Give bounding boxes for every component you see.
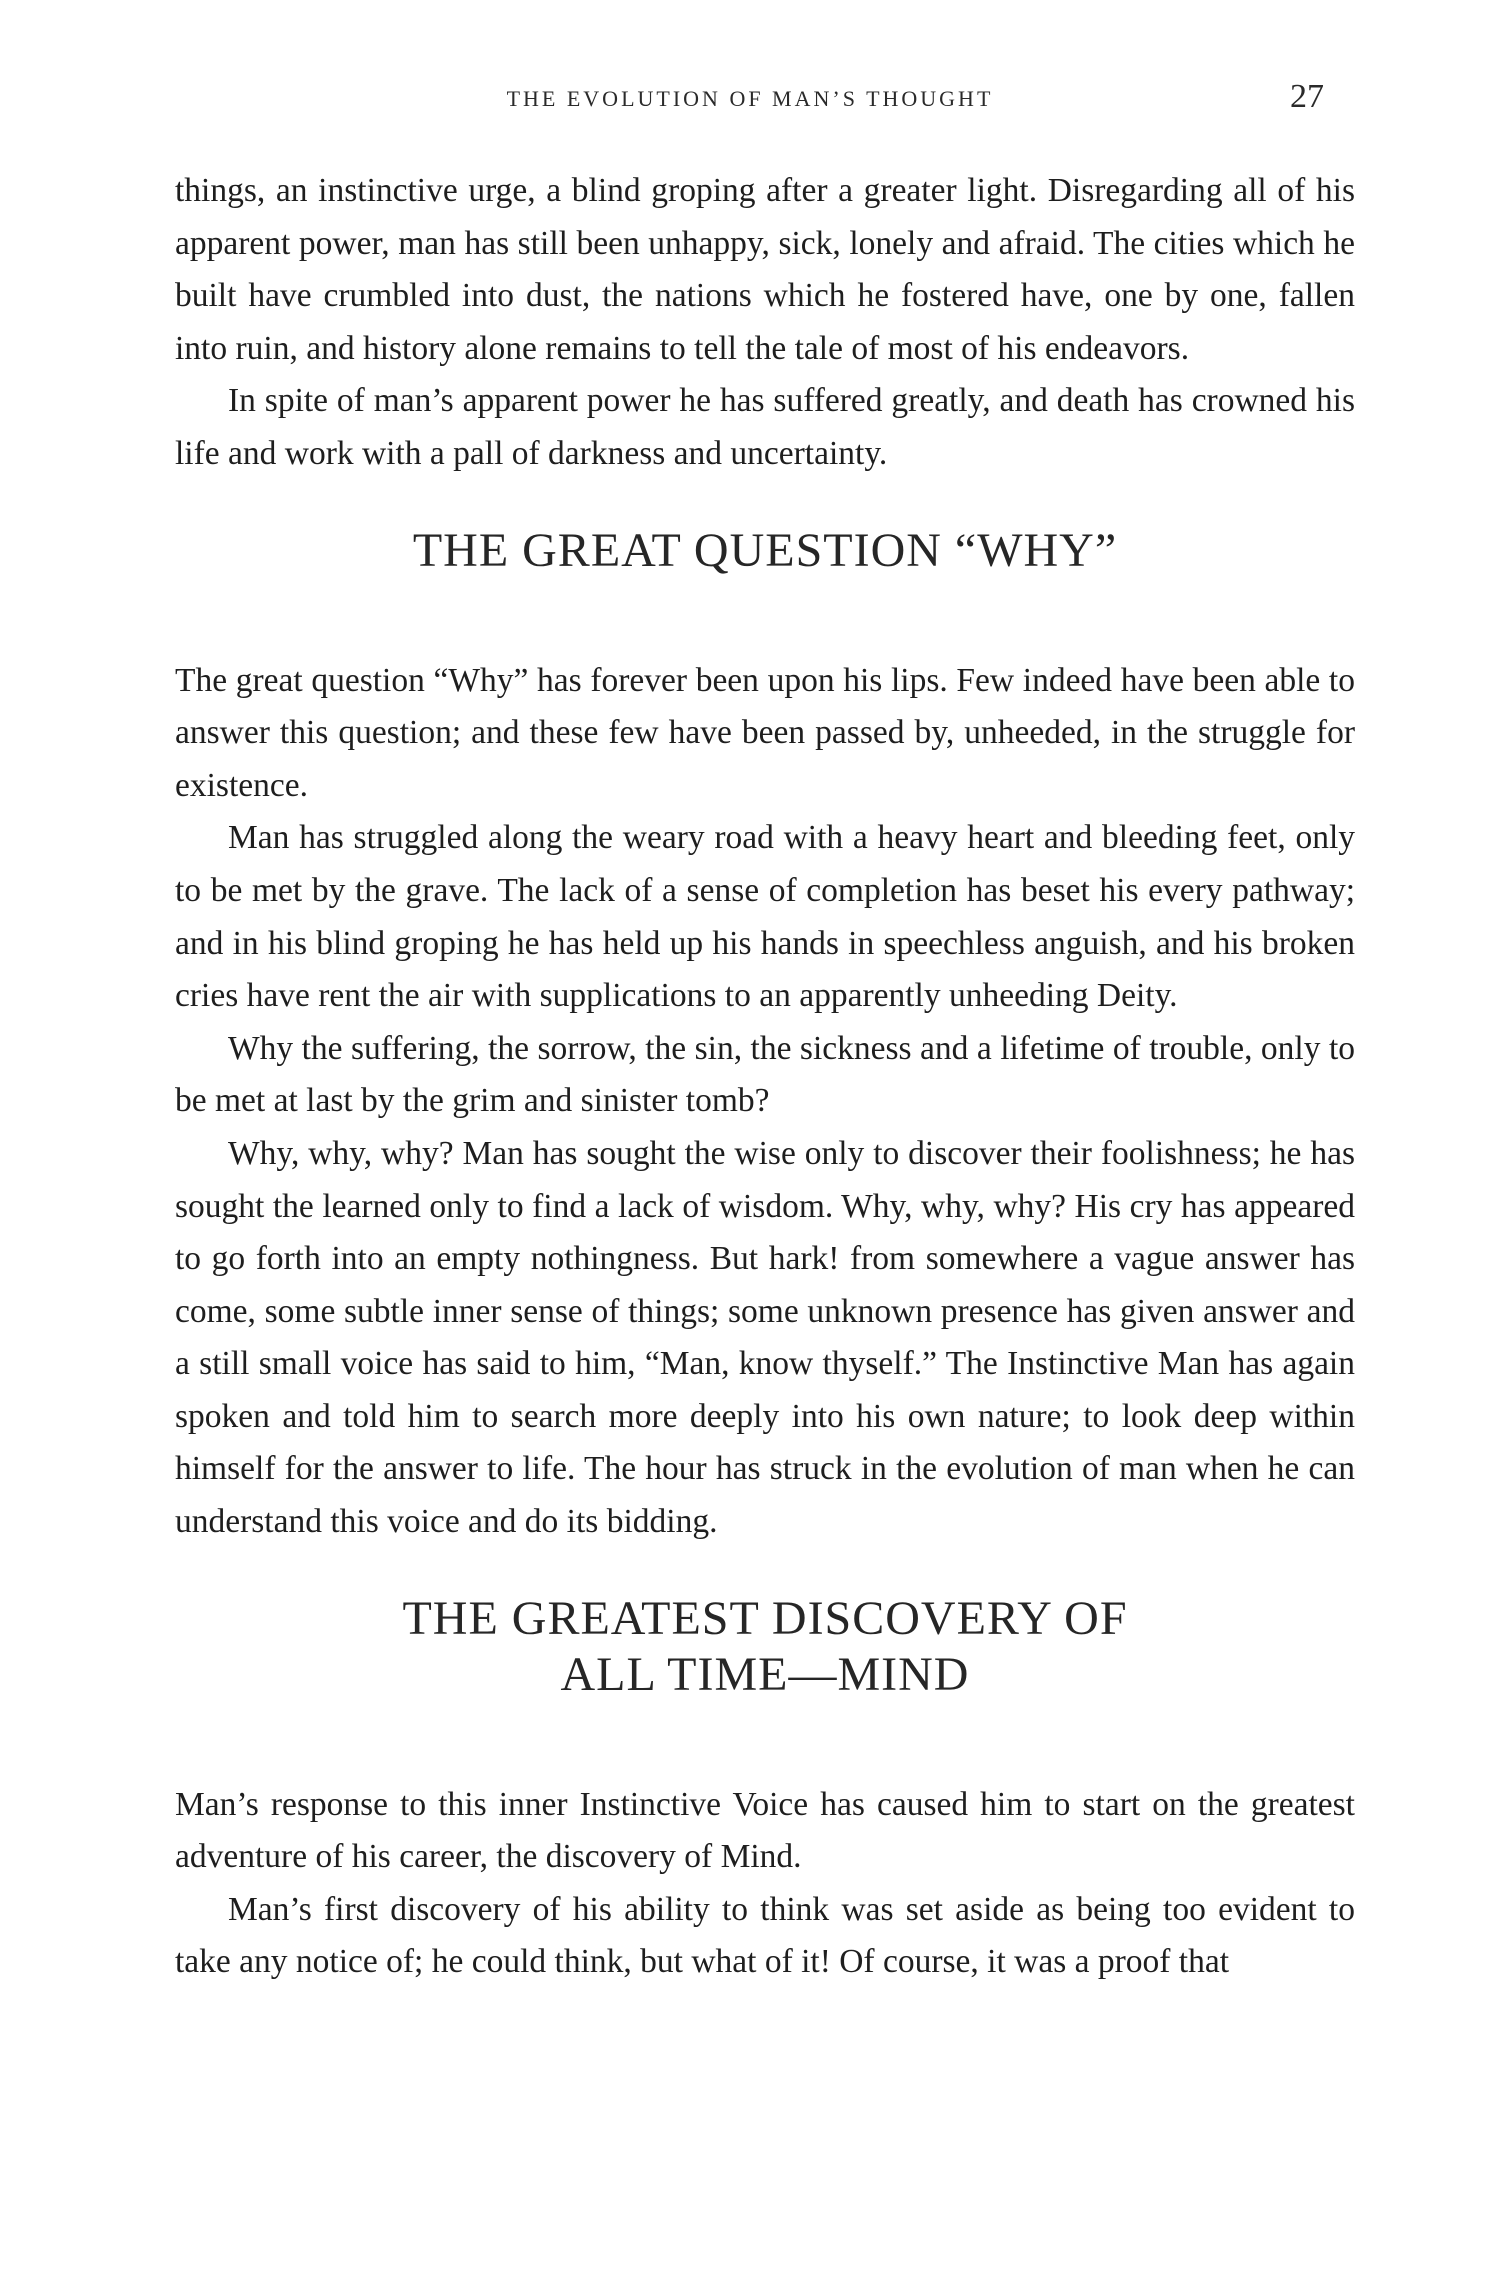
section-heading: THE GREAT QUESTION “WHY” — [412, 523, 1118, 577]
paragraph: The great question “Why” has forever been upon his lips. Few indeed have been able to answer this question; and these few have been passed by, unheeded, in the struggle for existence. — [175, 661, 1355, 804]
paragraph: Man has struggled along the weary road with a heavy heart and bleeding feet, only to be met by the grave. The lack of a sense of completion has beset his every pathway; and in his blind groping he has held up his hands in speechless anguish, and his broken cries have rent the air with supplications to an apparently unheeding Deity. — [175, 819, 1355, 1015]
section-heading-line: THE GREATEST DISCOVERY OF — [402, 1591, 1128, 1645]
page-number: 27 — [1290, 78, 1324, 115]
body-text — [175, 165, 1355, 1989]
paragraph: things, an instinctive urge, a blind groping after a greater light. Disregarding all of his apparent power, man has still been unhappy, sick, lonely and afraid. The cities which he built have crumbled into dust, the nations which he fostered have, one by one, fallen into ruin, and history alone remains to tell the tale of most of his endeavors. — [175, 172, 1355, 367]
running-title: THE EVOLUTION OF MAN’S THOUGHT — [506, 86, 994, 111]
paragraph: Why, why, why? Man has sought the wise only to discover their foolishness; he has sought the learned only to find a lack of wisdom. Why, why, why? His cry has appeared to go forth into an empty nothingness. But hark! from somewhere a vague answer has come, some subtle inner sense of things; some unknown presence has given answer and a still small voice has said to him, “Man, know thyself.” The Instinctive Man has again spoken and told him to search more deeply into his own nature; to look deep within himself for the answer to life. The hour has struck in the evolution of man when he can understand this voice and do its bidding. — [175, 1134, 1355, 1541]
paragraph: In spite of man’s apparent power he has suffered greatly, and death has crowned his life and work with a pall of darkness and uncertainty. — [175, 382, 1355, 472]
section-heading — [175, 1591, 1355, 1703]
section-heading-line: ALL TIME—MIND — [560, 1647, 970, 1701]
paragraph: Man’s response to this inner Instinctive Voice has caused him to start on the greatest adventure of his career, the discovery of Mind. — [175, 1785, 1355, 1876]
paragraph: Man’s first discovery of his ability to think was set aside as being too evident to take any notice of; he could think, but what of it! Of course, it was a proof that — [175, 1890, 1355, 1981]
running-head — [0, 78, 1500, 118]
paragraph: Why the suffering, the sorrow, the sin, the sickness and a lifetime of trouble, only to be met at last by the grim and sinister tomb? — [175, 1029, 1355, 1120]
